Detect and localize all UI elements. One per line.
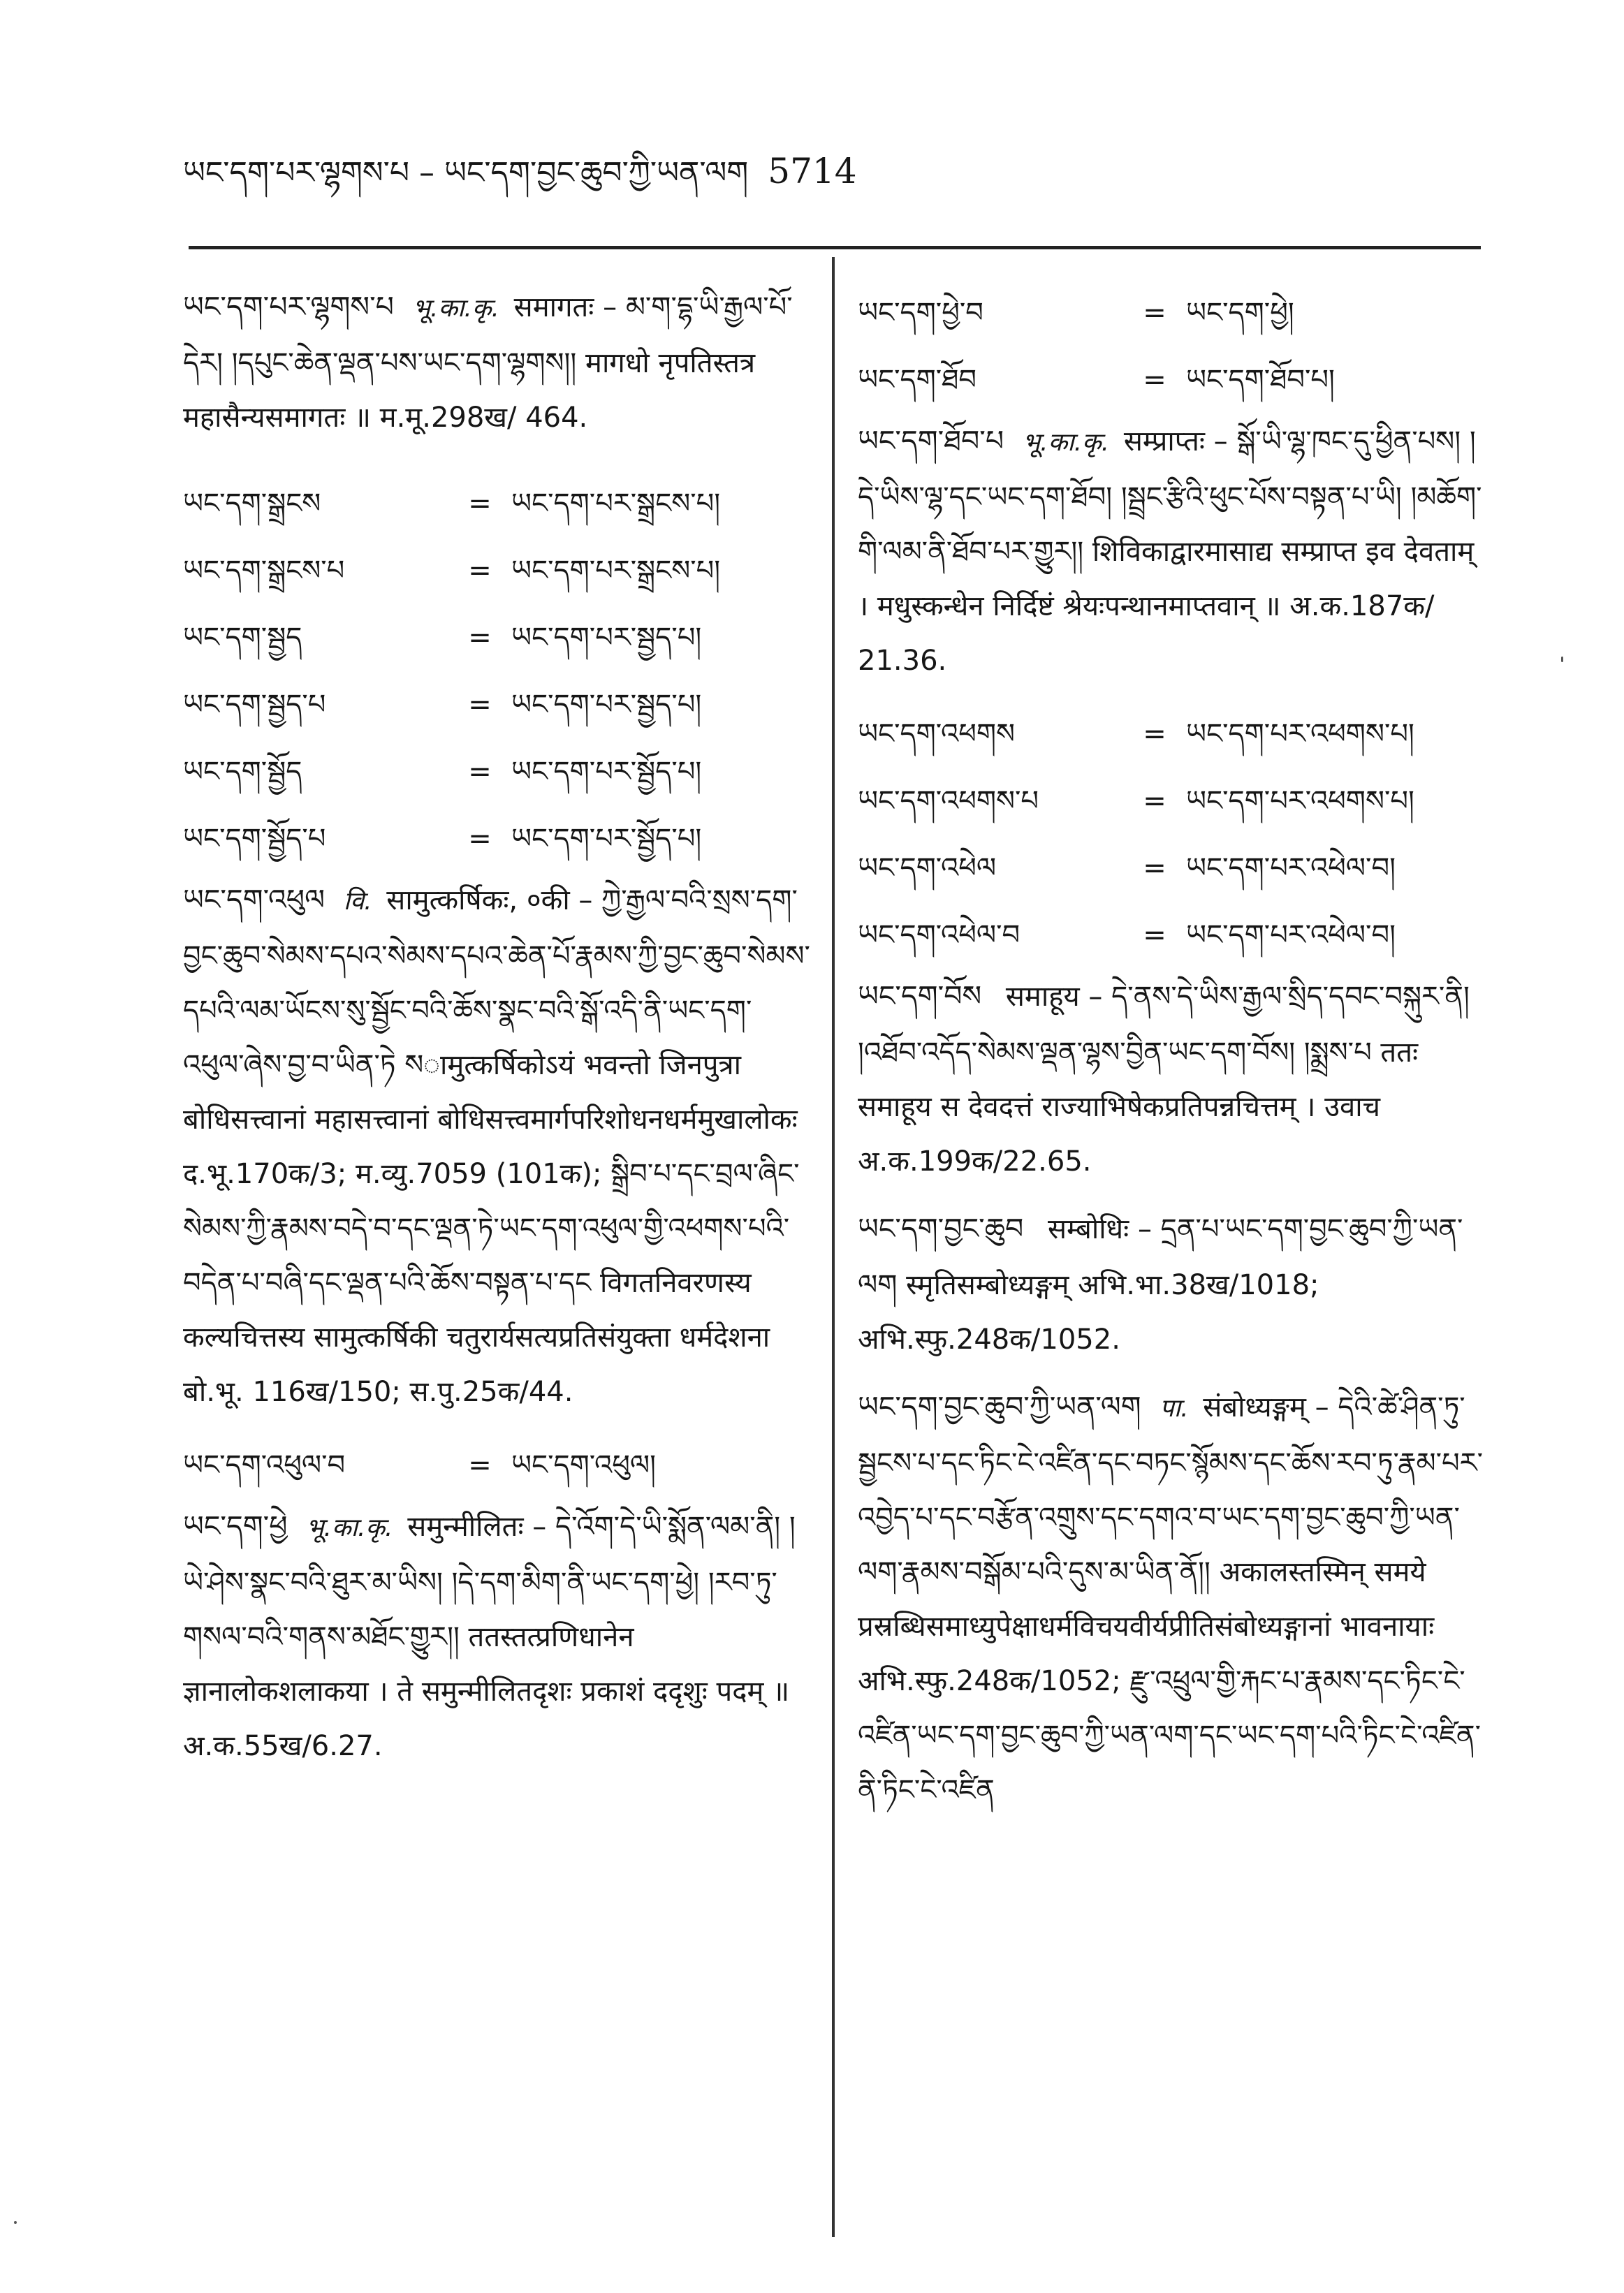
running-header [183,150,1440,194]
xref-target: ཡང་དག་ཕྱེ། [1186,297,1294,329]
cross-reference [858,768,1483,835]
dictionary-entry [858,969,1483,1189]
headword: ཡང་དག་ཕྱེ [183,1509,288,1543]
headword: ཡང་དག་ཕྱེ་བ [858,297,983,329]
equals-sign: = [468,1449,492,1481]
headword: ཡང་དག་སྦྱད་པ [183,689,326,721]
xref-target: ཡང་དག་པར་འཕགས་པ། [1186,785,1414,817]
equals-sign: = [468,823,492,855]
header-range: ཡང་དག་པར་ལྷགས་པ – ཡང་དག་བྱང་ཆུབ་ཀྱི་ཡན་ལག [183,155,749,191]
equals-sign: = [1143,852,1166,884]
headword: ཡང་དག་འཕུལ་བ [183,1449,346,1481]
grammar-tag: भू.का.कृ. [412,294,499,323]
xref-target: ཡང་དག་འཕུལ། [511,1449,656,1481]
left-column [183,279,812,1786]
entry-text: सामुत्कर्षिकः, ०की – ཀྱེ་རྒྱལ་བའི་སྲས་དག་བྱང་ཆུབ་སེམས་དཔའ་སེམས་དཔའ་ཆེན་པོ་རྣམས་ཀྱི་བྱང་ཆུབ་སེམས་དཔའི་ལམ་ཡོངས་སུ་སྦྱོང་བའི་ཆོས་སྣང་བའི་སྒོ་འདི་ནི་ཡང་དག་འཕུལ་ཞེས་བྱ་བ་ཡིན་ཏེ སामुत्कर्षिकोऽयं भवन्तो जिनपुत्रा बोधिसत्त्वानां महासत्त्वानां बोधिसत्त्वमार्गपरिशोधनधर्ममुखालोकः द.भू.170क/3; म.व्यु.7059 (101क); སྒྲིབ་པ་དང་བྲལ་ཞིང་སེམས་ཀྱི་རྣམས་བདེ་བ་དང་ལྡན་ཏེ་ཡང་དག་འཕུལ་གྱི་འཕགས་པའི་བདེན་པ་བཞི་དང་ལྡན་པའི་ཆོས་བསྟན་པ་དང विगतनिवरणस्य कल्यचित्तस्य सामुत्कर्षिकी चतुरार्यसत्यप्रतिसंयुक्ता धर्मदेशना बो.भू. 116ख/150; स.पु.25क/44. [183,884,810,1408]
xref-target: ཡང་དག་ཐོབ་པ། [1186,364,1335,396]
dictionary-entry [858,1201,1483,1367]
headword: ཡང་དག་འཕགས [858,718,1015,750]
cross-reference [183,604,812,671]
headword: ཡང་དག་བོས [858,979,982,1013]
equals-sign: = [1143,785,1166,817]
grammar-tag: भू.का.कृ. [1022,428,1110,457]
xref-target: ཡང་དག་པར་སྒྲངས་པ། [511,488,721,520]
cross-reference [183,1432,812,1499]
entry-text: सम्बोधिः – དྲན་པ་ཡང་དག་བྱང་ཆུབ་ཀྱི་ཡན་ལག स्मृतिसम्बोध्यङ्गम् अभि.भा.38ख/1018; अभि.स्फु.248क/1052. [858,1213,1463,1356]
cross-reference [858,902,1483,969]
headword: ཡང་དག་སྒྲངས [183,488,321,520]
xref-target: ཡང་དག་པར་འཕེལ་བ། [1186,852,1396,884]
equals-sign: = [1143,718,1166,750]
headword: ཡང་དག་སྦྱོད [183,756,302,788]
grammar-tag: पा. [1160,1394,1189,1423]
headword: ཡང་དག་འཕེལ་བ [858,919,1021,951]
headword: ཡང་དག་སྦྱོད་པ [183,823,326,855]
xref-target: ཡང་དག་པར་སྦྱོད་པ། [511,823,702,855]
equals-sign: = [468,689,492,721]
equals-sign: = [468,555,492,587]
entry-text: समागतः – མ་ག་དྷ་ཡི་རྒྱལ་པོ་དེར། །དཔུང་ཆེན་ལྡན་པས་ཡང་དག་ལྷགས།། मागधो नृपतिस्तत्र महासैन्यसमागतः ॥ म.मू.298ख/ 464. [183,291,793,434]
scan-speck [1561,657,1563,662]
headword: ཡང་དག་ཐོབ་པ [858,424,1004,457]
cross-reference [183,671,812,738]
entry-text: सम्प्राप्तः – སྒོ་ཡི་ལྷ་ཁང་དུ་ཕྱིན་པས། །དེ་ཡིས་ལྷ་དང་ཡང་དག་ཐོབ། །སྦྲང་རྩིའི་ཕུང་པོས་བསྟན་པ་ཡི། །མཆོག་གི་ལམ་ནི་ཐོབ་པར་གྱུར།། शिविकाद्वारमासाद्य सम्प्राप्त इव देवताम् । मधुस्कन्धेन निर्दिष्टं श्रेयःपन्थानमाप्तवान् ॥ अ.क.187क/ 21.36. [858,425,1482,677]
headword: ཡང་དག་འཕེལ [858,852,997,884]
cross-reference [858,701,1483,768]
xref-target: ཡང་དག་པར་འཕེལ་བ། [1186,919,1396,951]
cross-reference [858,346,1483,413]
dictionary-entry [858,413,1483,688]
equals-sign: = [468,488,492,520]
headword: ཡང་དག་བྱང་ཆུབ་ཀྱི་ཡན་ལག [858,1390,1141,1423]
equals-sign: = [1143,364,1166,396]
dictionary-entry [183,279,812,445]
dictionary-entry [858,1379,1483,1817]
grammar-tag: भू.का.कृ. [306,1514,393,1542]
entry-text: समुन्मीलितः – དེ་འོག་དེ་ཡི་སྨོན་ལམ་ནི། །ཡེ་ཤེས་སྣང་བའི་ཐུར་མ་ཡིས། །དེ་དག་མིག་ནི་ཡང་དག་ཕྱེ། །རབ་ཏུ་གསལ་བའི་གནས་མཐོང་གྱུར།། ततस्तत्प्रणिधानेन ज्ञानालोकशलाकया । ते समुन्मीलितदृशः प्रकाशं ददृशुः पदम् ॥ अ.क.55ख/6.27. [183,1511,796,1762]
right-column [858,279,1483,1830]
xref-target: ཡང་དག་པར་སྒྲངས་པ། [511,555,721,587]
header-rule [189,246,1481,249]
equals-sign: = [1143,297,1166,329]
entry-text: समाहूय – དེ་ནས་དེ་ཡིས་རྒྱལ་སྲིད་དབང་བསྐུར་ནི། །འཐོབ་འདོད་སེམས་ལྡན་ལྷས་བྱིན་ཡང་དག་བོས། །སྨྲས་པ ततः समाहूय स देवदत्तं राज्याभिषेकप्रतिपन्नचित्तम् । उवाच अ.क.199क/22.65. [858,981,1470,1178]
headword: ཡང་དག་འཕགས་པ [858,785,1039,817]
headword: ཡང་དག་འཕུལ [183,883,325,916]
xref-target: ཡང་དག་པར་སྦྱད་པ། [511,622,702,654]
cross-reference [183,537,812,604]
cross-reference [183,470,812,537]
entry-text: संबोध्यङ्गम् – དེའི་ཚེ་ཤིན་ཏུ་སྦྱངས་པ་དང་ཏིང་ངེ་འཛིན་དང་བཏང་སྙོམས་དང་ཆོས་རབ་ཏུ་རྣམ་པར་འབྱེད་པ་དང་བརྩོན་འགྲུས་དང་དགའ་བ་ཡང་དག་བྱང་ཆུབ་ཀྱི་ཡན་ལག་རྣམས་བསྒོམ་པའི་དུས་མ་ཡིན་ནོ།། अकालस्तस्मिन् समये प्रस्रब्धिसमाध्युपेक्षाधर्मविचयवीर्यप्रीतिसंबोध्यङ्गानां भावनायाः अभि.स्फु.248क/1052; རྫུ་འཕྲུལ་གྱི་རྐང་པ་རྣམས་དང་ཏིང་ངེ་འཛིན་ཡང་དག་བྱང་ཆུབ་ཀྱི་ཡན་ལག་དང་ཡང་དག་པའི་ཏིང་ངེ་འཛིན་ནི་ཏིང་ངེ་འཛིན [858,1391,1483,1806]
xref-target: ཡང་དག་པར་སྦྱོད་པ། [511,756,702,788]
cross-reference [183,738,812,805]
dictionary-entry [183,1499,812,1773]
xref-target: ཡང་དག་པར་སྦྱད་པ། [511,689,702,721]
headword: ཡང་དག་བྱང་ཆུབ [858,1212,1024,1245]
scan-speck [14,2221,17,2224]
xref-target: ཡང་དག་པར་འཕགས་པ། [1186,718,1414,750]
headword: ཡང་དག་སྦྱད [183,622,302,654]
headword: ཡང་དག་ཐོབ [858,364,976,396]
cross-reference [858,835,1483,902]
equals-sign: = [468,756,492,788]
headword: ཡང་དག་སྒྲངས་པ [183,555,345,587]
cross-reference [183,805,812,872]
dictionary-entry [183,872,812,1419]
equals-sign: = [468,622,492,654]
cross-reference [858,279,1483,346]
page-number: 5714 [768,151,857,191]
column-divider [832,257,835,2237]
grammar-tag: वि. [343,887,372,916]
headword: ཡང་དག་པར་ལྷགས་པ [183,290,394,323]
equals-sign: = [1143,919,1166,951]
